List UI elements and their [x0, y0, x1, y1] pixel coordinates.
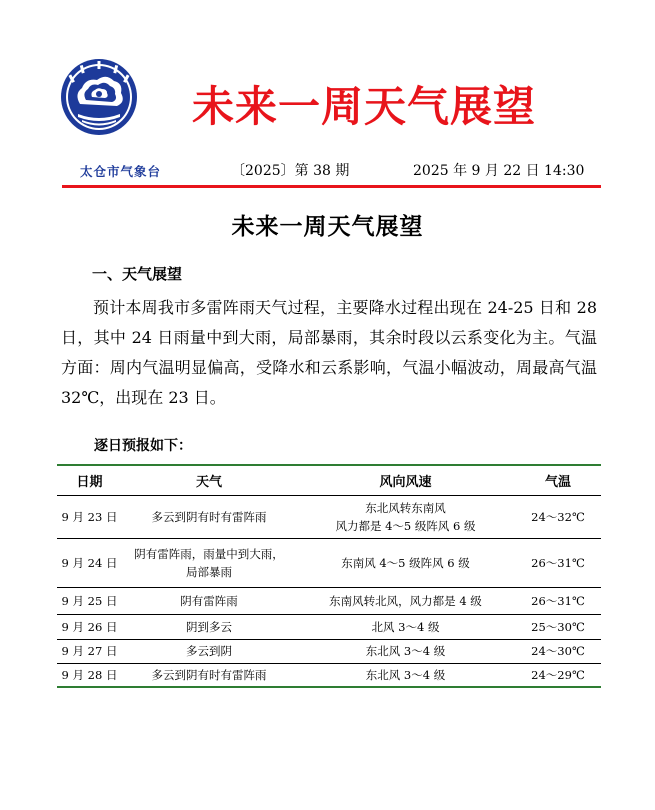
- issue-number: 〔2025〕第 38 期: [231, 163, 350, 179]
- row-wind: [296, 495, 515, 538]
- issue-datetime: 2025 年 9 月 22 日 14:30: [413, 163, 585, 179]
- header-title: 未来一周天气展望: [192, 82, 537, 131]
- table-row: [57, 495, 601, 538]
- table-row: [57, 538, 601, 587]
- row-weather: 多云到阴有时有雷阵雨: [122, 663, 296, 687]
- table-row: [57, 614, 601, 639]
- row-date: 9 月 28 日: [57, 663, 122, 687]
- row-weather: [122, 495, 296, 538]
- row-weather: 多云到阴: [122, 639, 296, 663]
- header-divider: [62, 185, 601, 188]
- header-wind: 风向风速: [296, 465, 515, 495]
- row-weather: 阴有雷阵雨: [122, 587, 296, 614]
- row-wind: 东南风转北风，风力都是 4 级: [296, 587, 515, 614]
- wind-line-2: 风力都是 4～5 级阵风 6 级: [335, 518, 476, 533]
- header-weather: 天气: [122, 465, 296, 495]
- document-title: 未来一周天气展望: [231, 214, 424, 240]
- row-temperature: 25～30℃: [515, 614, 601, 639]
- table-header-row: [57, 465, 601, 495]
- row-wind: 东北风 3～4 级: [296, 639, 515, 663]
- row-date: 9 月 26 日: [57, 614, 122, 639]
- row-wind: 东南风 4～5 级阵风 6 级: [296, 538, 515, 587]
- wind-line: 东北风转东南风: [365, 500, 446, 515]
- weather-line: 阴有雷阵雨，雨量中到大雨，: [134, 546, 284, 561]
- table-row: [57, 587, 601, 614]
- forecast-paragraph: 预计本周我市多雷阵雨天气过程，主要降水过程出现在 24-25 日和 28 日，其中 24 日雨量中到大雨，局部暴雨，其余时段以云系变化为主。气温方面：周内气温明显偏高，受降水和云系影响，气温小幅波动，周最高气温 32℃，出现在 23 日。: [61, 298, 597, 407]
- row-temperature: 24～29℃: [515, 663, 601, 687]
- weather-line-2: 局部暴雨: [186, 564, 232, 579]
- weather-line: 多云到阴有时有雷阵雨: [151, 509, 267, 524]
- row-temperature: 26～31℃: [515, 587, 601, 614]
- meteorological-logo-icon: [60, 58, 138, 136]
- header-date: 日期: [57, 465, 122, 495]
- row-wind: 北风 3～4 级: [296, 614, 515, 639]
- header-temperature: 气温: [515, 465, 601, 495]
- row-temperature: 24～30℃: [515, 639, 601, 663]
- row-temperature: 26～31℃: [515, 538, 601, 587]
- row-date: 9 月 24 日: [57, 538, 122, 587]
- table-row: [57, 663, 601, 687]
- row-weather: [122, 538, 296, 587]
- table-caption: 逐日预报如下：: [94, 438, 192, 454]
- row-date: 9 月 23 日: [57, 495, 122, 538]
- row-date: 9 月 25 日: [57, 587, 122, 614]
- row-date: 9 月 27 日: [57, 639, 122, 663]
- row-wind: 东北风 3～4 级: [296, 663, 515, 687]
- section-heading: 一、天气展望: [92, 265, 183, 283]
- table-row: [57, 639, 601, 663]
- daily-forecast-table: [57, 464, 601, 688]
- agency-name: 太仓市气象台: [80, 164, 162, 179]
- row-temperature: 24～32℃: [515, 495, 601, 538]
- row-weather: 阴到多云: [122, 614, 296, 639]
